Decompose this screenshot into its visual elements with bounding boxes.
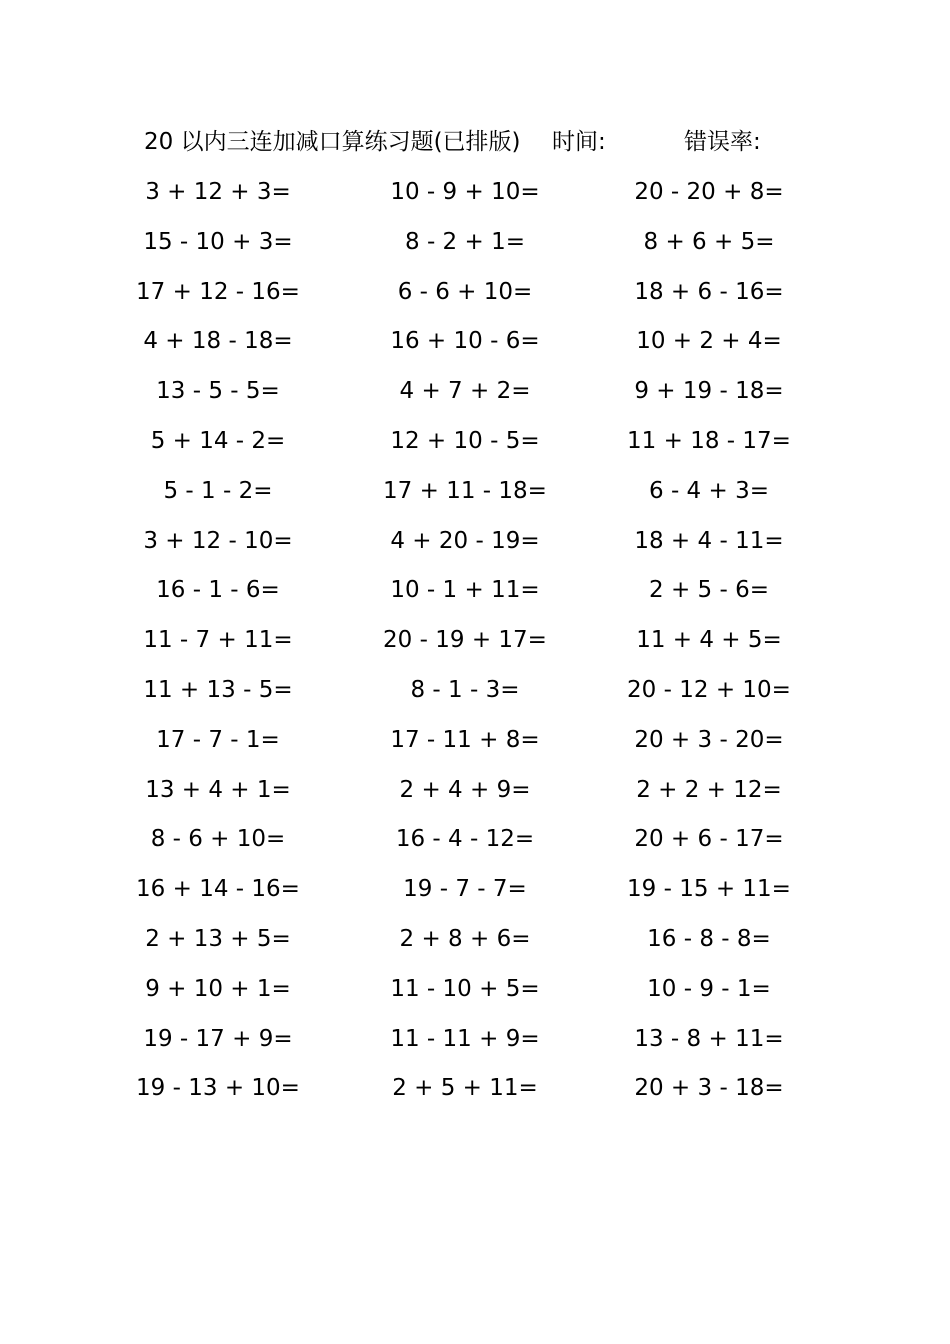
problem-row bbox=[0, 720, 950, 770]
math-problem: 19 - 17 + 9= bbox=[143, 1025, 293, 1052]
problem-row bbox=[0, 421, 950, 471]
problem-row bbox=[0, 321, 950, 371]
math-problem: 11 + 4 + 5= bbox=[636, 627, 782, 654]
math-problem: 16 - 1 - 6= bbox=[156, 577, 280, 604]
math-problem: 5 + 14 - 2= bbox=[150, 427, 286, 454]
math-problem: 6 - 4 + 3= bbox=[649, 477, 769, 504]
math-problem: 2 + 2 + 12= bbox=[636, 776, 782, 803]
math-problem: 13 - 5 - 5= bbox=[156, 378, 280, 405]
math-problem: 12 + 10 - 5= bbox=[390, 427, 540, 454]
math-problem: 19 - 13 + 10= bbox=[136, 1075, 300, 1102]
problem-row bbox=[0, 570, 950, 620]
math-problem: 15 - 10 + 3= bbox=[143, 228, 293, 255]
worksheet-header bbox=[144, 124, 844, 160]
math-problem: 10 - 1 + 11= bbox=[390, 577, 540, 604]
math-problem: 13 - 8 + 11= bbox=[634, 1025, 784, 1052]
math-problem: 18 + 6 - 16= bbox=[634, 278, 784, 305]
math-problem: 3 + 12 + 3= bbox=[145, 179, 291, 205]
math-problem: 8 - 6 + 10= bbox=[150, 826, 286, 853]
math-problem: 8 - 1 - 3= bbox=[410, 676, 520, 703]
math-problem: 10 + 2 + 4= bbox=[636, 328, 782, 355]
math-problem: 11 + 13 - 5= bbox=[143, 676, 293, 703]
math-problem: 16 - 4 - 12= bbox=[395, 826, 535, 853]
math-problem: 20 + 6 - 17= bbox=[634, 826, 784, 853]
problem-row bbox=[0, 222, 950, 272]
problem-row bbox=[0, 770, 950, 820]
problem-row bbox=[0, 819, 950, 869]
problem-row bbox=[0, 969, 950, 1019]
math-problem: 19 - 15 + 11= bbox=[627, 876, 791, 903]
math-problem: 17 + 12 - 16= bbox=[136, 278, 300, 305]
problem-row bbox=[0, 272, 950, 322]
problem-row bbox=[0, 869, 950, 919]
math-problem: 9 + 10 + 1= bbox=[145, 975, 291, 1002]
math-problem: 2 + 13 + 5= bbox=[145, 925, 291, 952]
problem-row bbox=[0, 371, 950, 421]
problem-row bbox=[0, 1068, 950, 1118]
worksheet-title: 20 以内三连加减口算练习题(已排版) bbox=[144, 129, 521, 155]
math-problem: 11 - 11 + 9= bbox=[390, 1025, 540, 1052]
problem-row bbox=[0, 521, 950, 571]
math-problem: 16 + 10 - 6= bbox=[390, 328, 540, 355]
math-problem: 13 + 4 + 1= bbox=[145, 776, 291, 803]
math-problem: 9 + 19 - 18= bbox=[634, 378, 784, 405]
math-problem: 3 + 12 - 10= bbox=[143, 527, 293, 554]
math-problem: 19 - 7 - 7= bbox=[403, 876, 527, 903]
math-problem: 20 - 12 + 10= bbox=[627, 676, 791, 703]
error-rate-label: 错误率: bbox=[684, 129, 761, 155]
math-problem: 18 + 4 - 11= bbox=[634, 527, 784, 554]
problem-row bbox=[0, 172, 950, 222]
problem-row bbox=[0, 471, 950, 521]
math-problem: 2 + 8 + 6= bbox=[399, 925, 531, 952]
problem-row bbox=[0, 919, 950, 969]
problem-row bbox=[0, 620, 950, 670]
math-problem: 16 + 14 - 16= bbox=[136, 876, 300, 903]
time-label: 时间: bbox=[552, 129, 606, 155]
problem-grid bbox=[0, 172, 950, 1118]
math-problem: 10 - 9 + 10= bbox=[390, 179, 540, 205]
math-problem: 11 - 7 + 11= bbox=[143, 627, 293, 654]
math-problem: 6 - 6 + 10= bbox=[397, 278, 533, 305]
math-problem: 5 - 1 - 2= bbox=[163, 477, 273, 504]
math-problem: 17 - 7 - 1= bbox=[156, 726, 280, 753]
math-problem: 4 + 20 - 19= bbox=[390, 527, 540, 554]
math-problem: 16 - 8 - 8= bbox=[647, 925, 771, 952]
math-problem: 17 + 11 - 18= bbox=[383, 477, 547, 504]
math-problem: 20 + 3 - 18= bbox=[634, 1075, 784, 1102]
math-problem: 2 + 5 + 11= bbox=[392, 1075, 538, 1102]
problem-row bbox=[0, 670, 950, 720]
math-problem: 4 + 7 + 2= bbox=[399, 378, 531, 405]
math-problem: 20 - 19 + 17= bbox=[383, 627, 547, 654]
problem-row bbox=[0, 1019, 950, 1069]
math-problem: 8 + 6 + 5= bbox=[643, 228, 775, 255]
math-problem: 20 - 20 + 8= bbox=[634, 179, 784, 205]
math-problem: 20 + 3 - 20= bbox=[634, 726, 784, 753]
math-problem: 2 + 4 + 9= bbox=[399, 776, 531, 803]
math-problem: 11 + 18 - 17= bbox=[627, 427, 791, 454]
math-problem: 17 - 11 + 8= bbox=[390, 726, 540, 753]
math-problem: 4 + 18 - 18= bbox=[143, 328, 293, 355]
math-problem: 8 - 2 + 1= bbox=[405, 228, 525, 255]
math-problem: 2 + 5 - 6= bbox=[649, 577, 769, 604]
math-problem: 11 - 10 + 5= bbox=[390, 975, 540, 1002]
math-problem: 10 - 9 - 1= bbox=[647, 975, 771, 1002]
